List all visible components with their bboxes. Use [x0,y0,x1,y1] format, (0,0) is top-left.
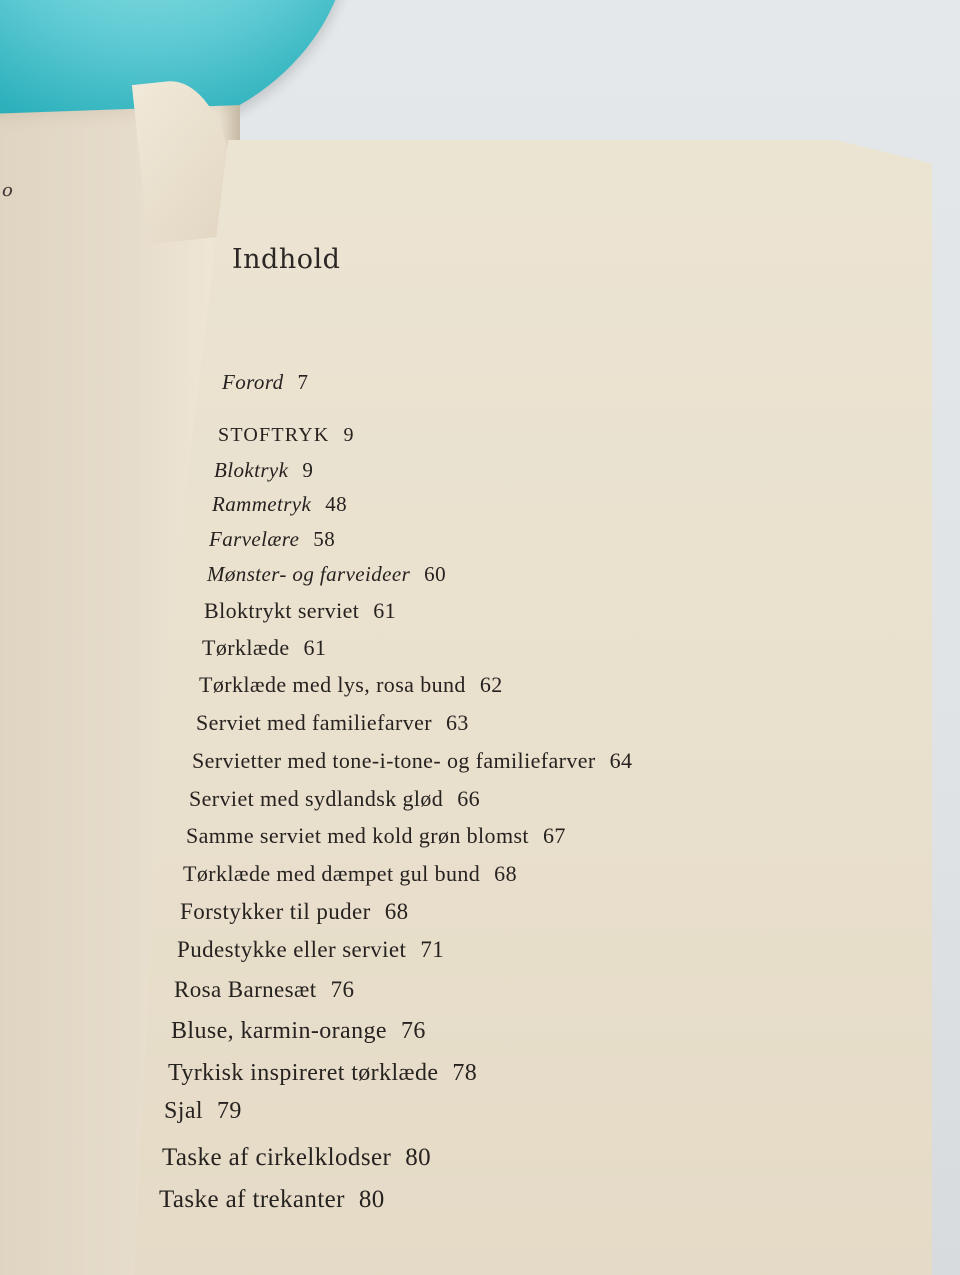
toc-entry [209,527,335,552]
toc-entry-page: 66 [457,786,481,811]
toc-entry [218,424,354,447]
toc-entry [183,861,517,887]
toc-entry [207,562,446,587]
toc-entry-title: Mønster- og farveideer [207,562,411,586]
toc-entry-page: 71 [420,937,445,962]
toc-entry-title: Pudestykke eller serviet [177,937,407,962]
toc-entry-page: 62 [479,672,503,697]
toc-entry-title: Serviet med sydlandsk glød [189,786,444,811]
toc-entry-title: Forstykker til puder [180,899,371,924]
toc-entry-title: Taske af cirkelklodser [162,1144,392,1171]
toc-entry-page: 9 [302,458,314,482]
toc-entry-page: 76 [400,1018,426,1044]
toc-entry-title: Forord [222,370,284,394]
toc-entry [204,598,396,624]
toc-entry-title: Servietter med tone-i-tone- og familiefarver [192,748,596,773]
toc-entry-title: Bluse, karmin-orange [171,1018,387,1044]
toc-entry-title: STOFTRYK [218,424,330,446]
toc-entry-title: Tørklæde med dæmpet gul bund [183,861,481,886]
left-page-margin-mark: o [2,180,13,201]
toc-entry-page: 76 [330,977,355,1002]
toc-entry-title: Farvelære [209,527,300,551]
toc-entry-title: Rosa Barnesæt [174,977,317,1002]
toc-entry-page: 61 [303,635,327,660]
toc-entry [186,823,566,849]
toc-entry [196,710,469,736]
toc-entry [199,672,503,698]
toc-entry [189,786,480,812]
toc-entry [162,1144,431,1172]
toc-entry-title: Tørklæde med lys, rosa bund [199,672,466,697]
toc-entry-page: 64 [609,748,633,773]
toc-entry-page: 61 [373,598,397,623]
toc-entry [174,977,354,1003]
toc-entry [214,458,313,483]
toc-entry-title: Bloktryk [214,458,289,482]
toc-entry [164,1098,242,1125]
toc-entry-page: 9 [343,424,354,446]
toc-entry-page: 58 [313,527,336,551]
toc-entry-page: 79 [216,1098,242,1124]
toc-entry [180,899,409,925]
toc-entry-page: 80 [358,1186,385,1213]
contents-page [132,140,932,1275]
toc-entry-page: 68 [384,899,409,924]
toc-entry [212,492,347,517]
toc-entry-title: Serviet med familiefarver [196,710,433,735]
toc-entry-title: Taske af trekanter [159,1186,345,1213]
toc-entry-title: Samme serviet med kold grøn blomst [186,823,529,848]
contents-heading: Indhold [232,244,341,275]
toc-entry [192,748,632,774]
toc-entry [168,1060,477,1087]
toc-entry-page: 7 [297,370,309,394]
toc-entry-page: 67 [542,823,566,848]
toc-entry [202,635,326,661]
toc-entry [222,370,308,395]
toc-entry-title: Sjal [164,1098,203,1124]
toc-entry-page: 48 [325,492,348,516]
toc-entry-page: 63 [446,710,469,735]
toc-entry-title: Rammetryk [212,492,312,516]
toc-entry [177,937,444,963]
toc-entry-title: Tørklæde [202,635,290,660]
toc-entry [159,1186,385,1214]
toc-entry-page: 60 [424,562,446,586]
toc-entry [171,1018,426,1045]
toc-entry-title: Bloktrykt serviet [204,598,360,623]
toc-entry-title: Tyrkisk inspireret tørklæde [168,1060,439,1086]
toc-entry-page: 68 [494,861,517,886]
toc-entry-page: 80 [405,1144,431,1171]
toc-entry-page: 78 [452,1060,478,1086]
